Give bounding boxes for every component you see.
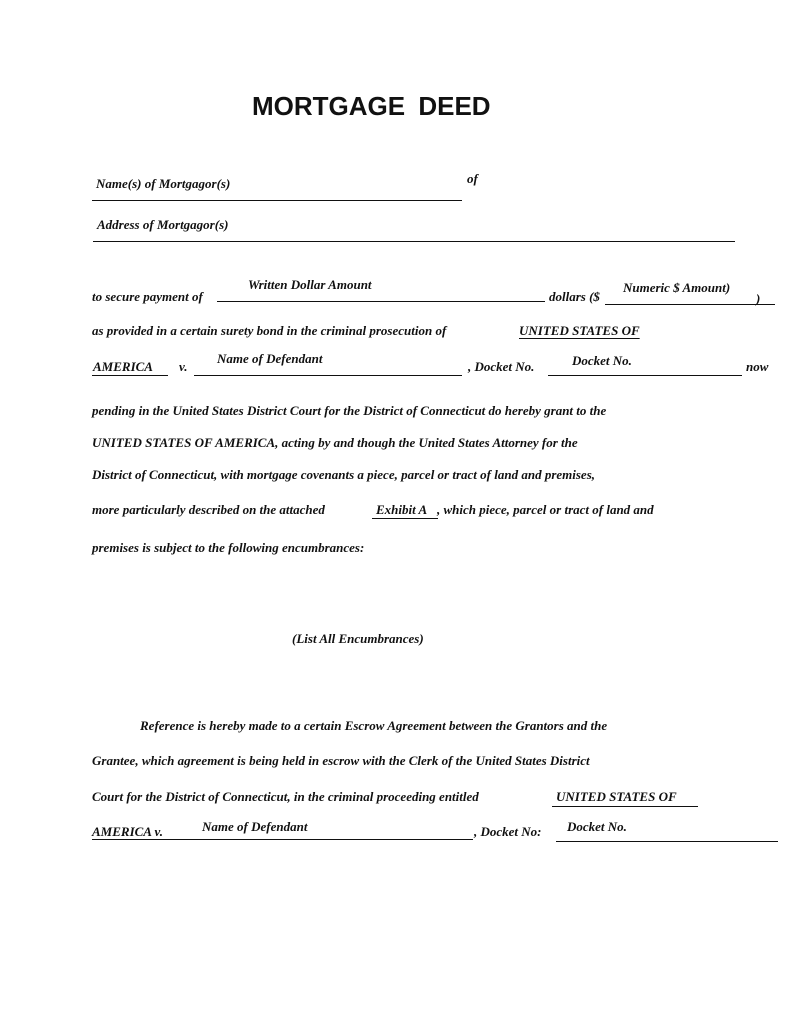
exhibit-a-label: Exhibit A bbox=[376, 502, 428, 517]
mortgagor-names-label: Name(s) of Mortgagor(s) bbox=[96, 176, 231, 191]
surety-bond-text: as provided in a certain surety bond in the criminal prosecution of bbox=[92, 323, 447, 338]
defendant-field[interactable] bbox=[194, 375, 462, 376]
now-label: now bbox=[746, 359, 769, 374]
reference-defendant-field[interactable] bbox=[92, 839, 473, 840]
close-paren: ) bbox=[756, 291, 761, 306]
body-line: UNITED STATES OF AMERICA, acting by and though the United States Attorney for the bbox=[92, 435, 578, 450]
encumbrance-line: premises is subject to the following encumbrances: bbox=[92, 540, 365, 555]
of-label: of bbox=[467, 171, 478, 186]
reference-party-name-cont: AMERICA v. bbox=[92, 824, 164, 839]
reference-line: Court for the District of Connecticut, in the criminal proceeding entitled bbox=[92, 789, 479, 804]
numeric-amount-placeholder: Numeric $ Amount) bbox=[623, 280, 731, 295]
versus-label: v. bbox=[179, 359, 188, 374]
docket-label: , Docket No. bbox=[468, 359, 535, 374]
reference-line: Grantee, which agreement is being held in escrow with the Clerk of the United States District bbox=[92, 753, 590, 768]
reference-docket-field[interactable] bbox=[556, 841, 778, 842]
reference-party-name: UNITED STATES OF bbox=[556, 789, 677, 804]
exhibit-underline bbox=[372, 518, 438, 519]
body-line: District of Connecticut, with mortgage covenants a piece, parcel or tract of land and premises, bbox=[92, 467, 596, 482]
exhibit-suffix: , which piece, parcel or tract of land and bbox=[437, 502, 654, 517]
document-title: MORTGAGE DEED bbox=[252, 91, 491, 121]
reference-line: Reference is hereby made to a certain Escrow Agreement between the Grantors and the bbox=[140, 718, 608, 733]
body-line: pending in the United States District Court for the District of Connecticut do hereby grant to the bbox=[92, 403, 607, 418]
docket-field[interactable] bbox=[548, 375, 742, 376]
reference-docket-label: , Docket No: bbox=[474, 824, 542, 839]
bond-party-name: UNITED STATES OF bbox=[519, 323, 640, 338]
exhibit-prefix: more particularly described on the attached bbox=[92, 502, 325, 517]
mortgagor-address-label: Address of Mortgagor(s) bbox=[97, 217, 229, 232]
defendant-placeholder: Name of Defendant bbox=[217, 351, 323, 366]
dollars-label: dollars ($ bbox=[549, 289, 600, 304]
written-amount-field[interactable] bbox=[217, 301, 545, 302]
mortgagor-address-field[interactable] bbox=[93, 241, 735, 242]
bond-party-name-cont: AMERICA bbox=[93, 359, 153, 374]
america-underline bbox=[92, 375, 168, 376]
numeric-amount-field[interactable] bbox=[605, 304, 775, 305]
reference-docket-placeholder: Docket No. bbox=[567, 819, 627, 834]
encumbrances-placeholder: (List All Encumbrances) bbox=[292, 631, 424, 646]
reference-defendant-placeholder: Name of Defendant bbox=[202, 819, 308, 834]
written-amount-placeholder: Written Dollar Amount bbox=[248, 277, 372, 292]
payment-prefix: to secure payment of bbox=[92, 289, 203, 304]
reference-party-underline bbox=[552, 806, 698, 807]
mortgagor-names-field[interactable] bbox=[92, 200, 462, 201]
docket-placeholder: Docket No. bbox=[572, 353, 632, 368]
